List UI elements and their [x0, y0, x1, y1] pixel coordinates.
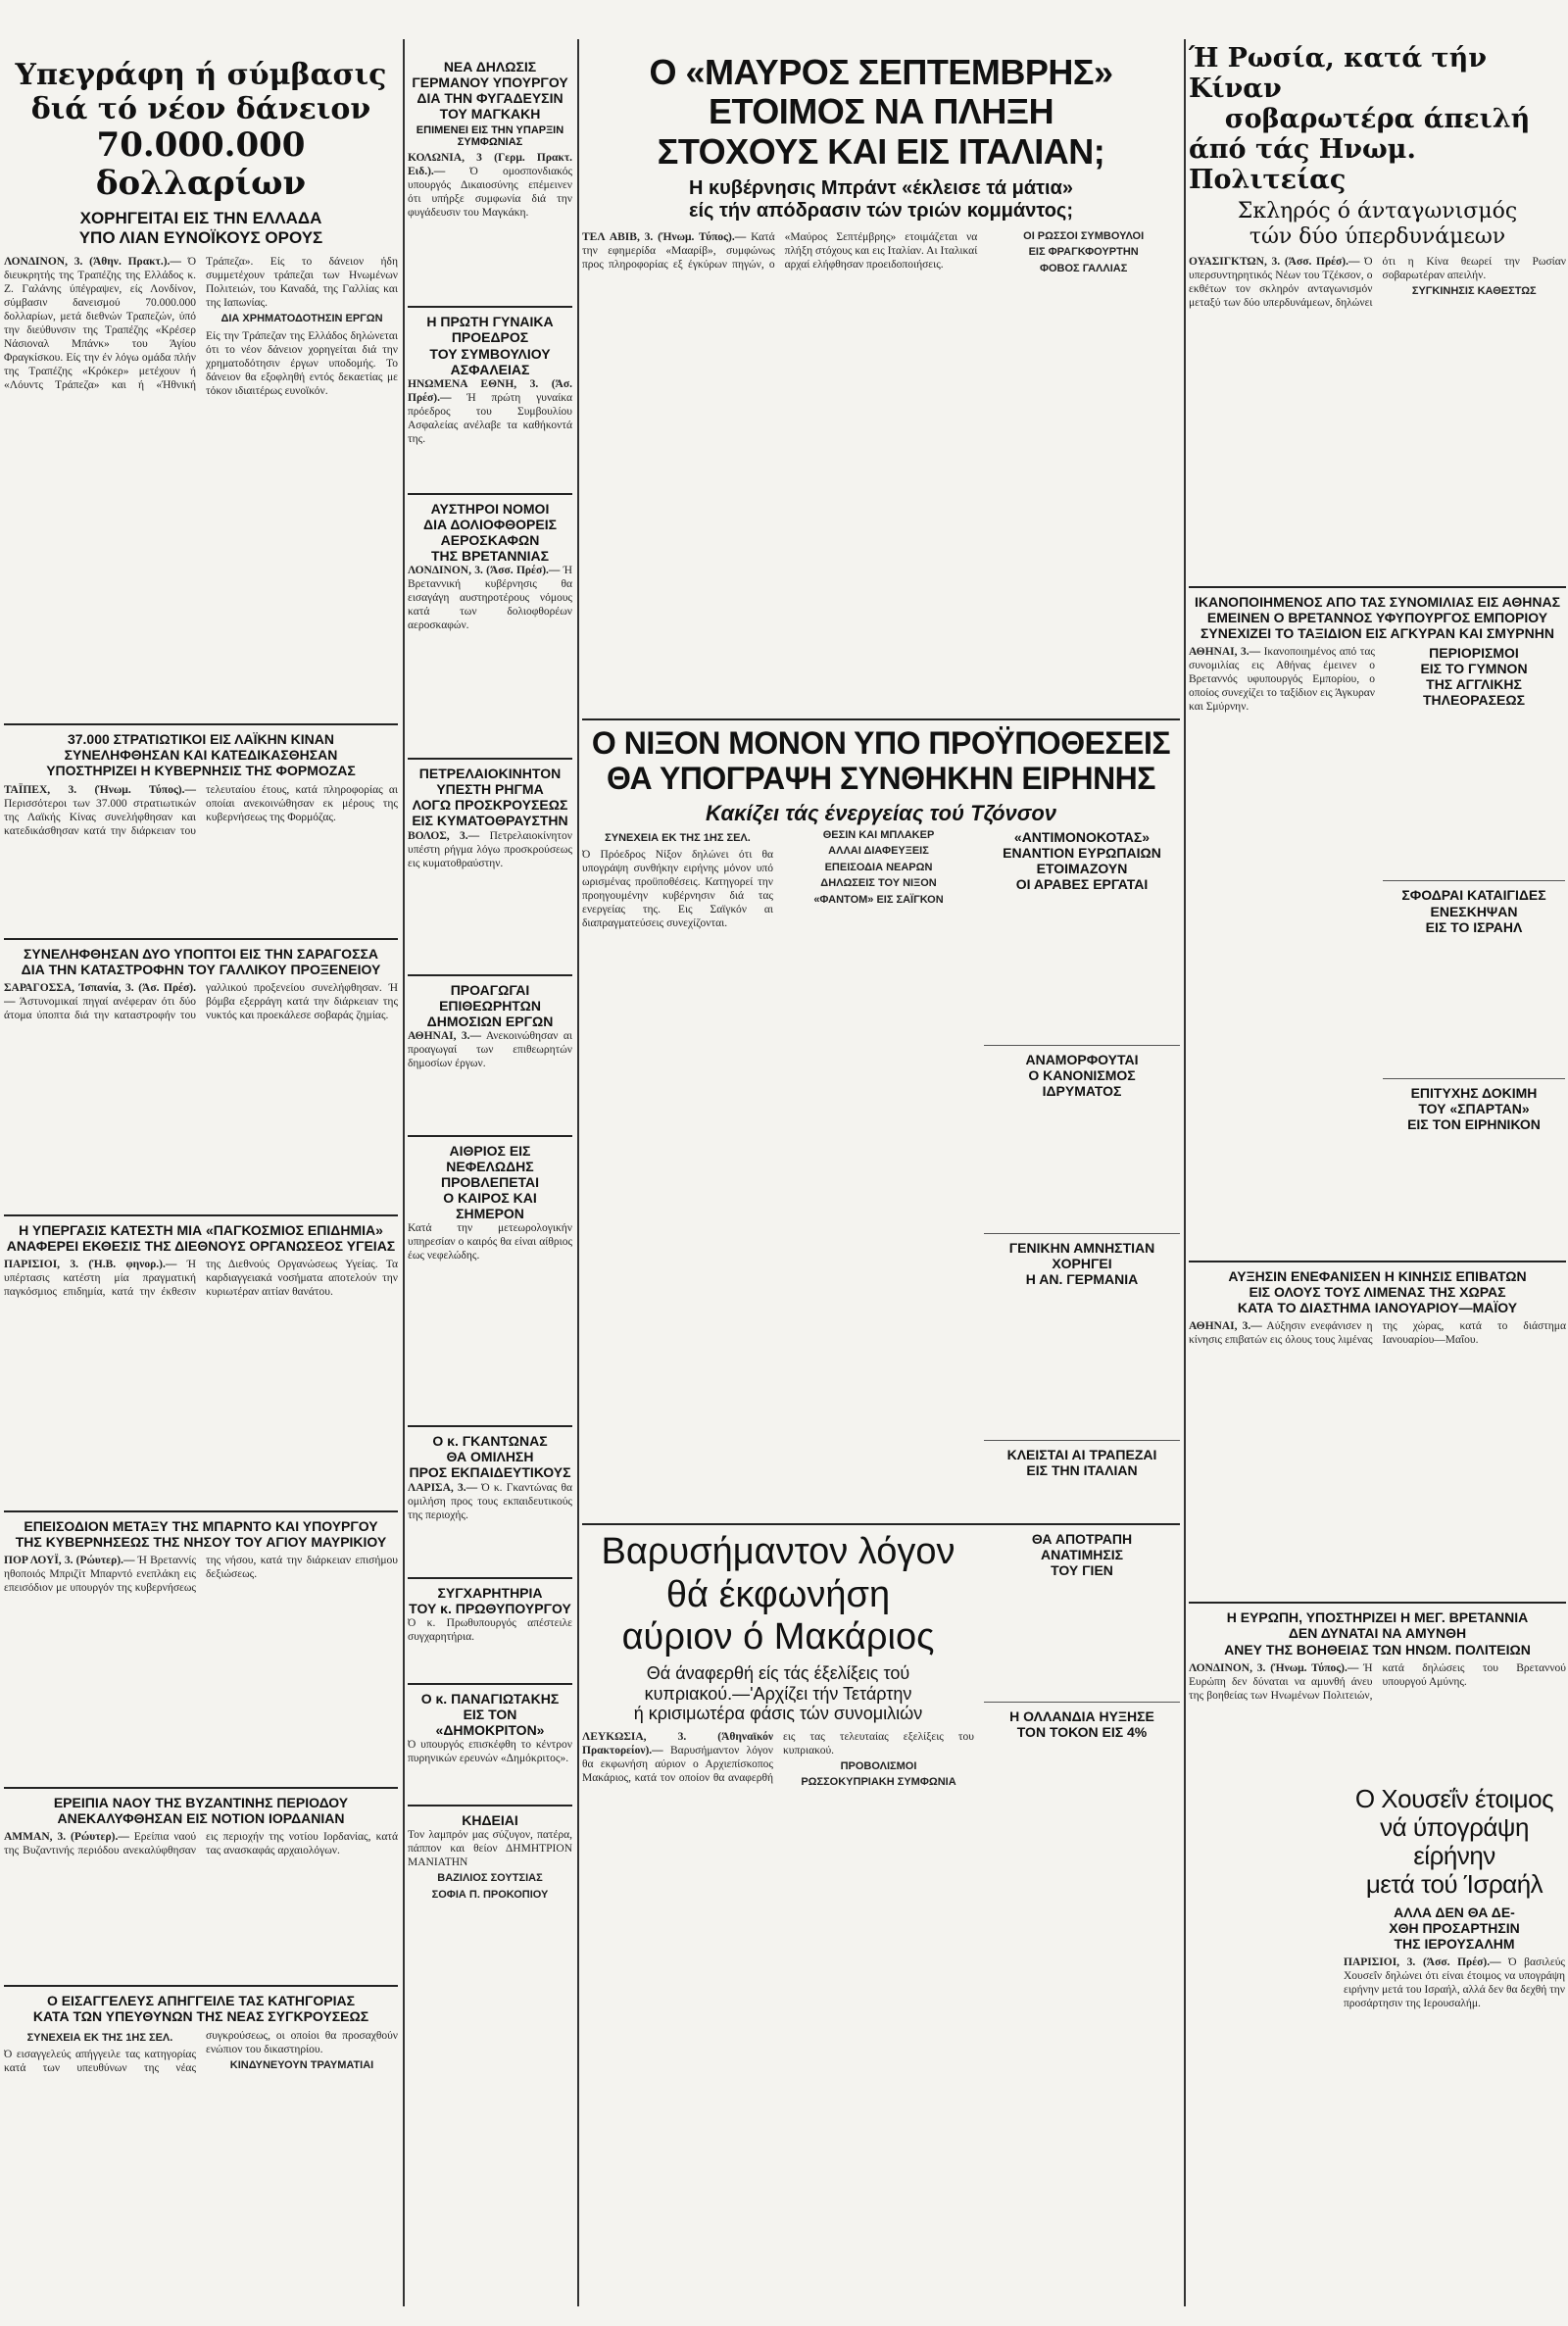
article-china-soldiers: ΤΑΪΠΕΧ, 3. (Ήνωμ. Τύπος).— Περισσότεροι των 37.000 στρατιωτικών της Λαϊκής Κίνας συνελήφθησαν και κατεδικάσθησαν κατά την διάρκειαν του τελευταίου έτους, κατά πληροφορίας αι οποίαι ανεκοινώθησαν εκ μέρους της κυβερνήσεως της Φορμόζας. — [4, 783, 398, 837]
article-british-minister: ΑΘΗΝΑΙ, 3.— Ικανοποιημένος από τας συνομιλίας εις Αθήνας έμεινεν ο Βρεταννός υφυπουργός Εμπορίου, ο οποίος συνεχίζει το ταξίδιον εις Άγκυραν και Σμύρνην. — [1189, 646, 1375, 714]
lead-headline — [4, 0, 398, 247]
article-loan: ΛΟΝΔΙΝΟΝ, 3. (Άθην. Πρακτ.).— Ό διευκρητής της Τραπέζης της Ελλάδος κ. Ζ. Γαλάνης ύπέγραψεν, είς Λονδίνον, σύμβασιν δανεισμού 70.000.000 δολλαρίων, μετά διεθνών Τραπεζών, ύπό την διεύθυνσιν της Τραπέζης «Κρέσερ Νάσιοναλ Μπάνκ» του Άγίου Φραγκίσκου. Είς την έν λόγω ομάδα πλήν της Τραπέζης «Κρόκερ» μετέχουν ή «Λόυντς Τράπεζα» και ή «Ήθνική Τράπεζα». Είς το δάνειον ήδη συμμετέχουν τράπεζαι των Ηνωμένων Πολιτειών, του Καναδά, της Γαλλίας και της Ιαπωνίας. ΔΙΑ ΧΡΗΜΑΤΟΔΟΤΗΣΙΝ ΕΡΓΩΝ Είς την Τράπεζαν της Ελλάδος δηλώνεται ότι το νέον δάνειον χορηγείται διά την χρηματοδότησιν έργων υποδομής. Το δάνειον θα εξοφληθή εντός δεκαετίας με τόκον ιδιαιτέρως ευνοϊκόν. — [4, 256, 398, 397]
headline-makarios: Βαρυσήμαντον λόγον θά έκφωνήση αύριον ό Μακάριος — [601, 1530, 956, 1658]
column-4 — [1189, 0, 1566, 2326]
subheadline-makarios: Θά άναφερθή είς τάς έξελίξεις τού κυπριακού.—'Αρχίζει τήν Τετάρτην ή κρισιμωτέρα φάσις τών συνομιλιών — [633, 1662, 923, 1724]
headline-zaragoza: ΣΥΝΕΛΗΦΘΗΣΑΝ ΔΥΟ ΥΠΟΠΤΟΙ ΕΙΣ ΤΗΝ ΣΑΡΑΓΟΣΣΑ ΔΙΑ ΤΗΝ ΚΑΤΑΣΤΡΟΦΗΝ ΤΟΥ ΓΑΛΛΙΚΟΥ ΠΡΟΞΕΝΕΙΟΥ — [21, 945, 381, 977]
headline-bardot: ΕΠΕΙΣΟΔΙΟΝ ΜΕΤΑΞΥ ΤΗΣ ΜΠΑΡΝΤΟ ΚΑΙ ΥΠΟΥΡΓΟΥ ΤΗΣ ΚΥΒΕΡΝΗΣΕΩΣ ΤΗΣ ΝΗΣΟΥ ΤΟΥ ΑΓΙΟΥ ΜΑΥΡΙΚΙΟΥ — [15, 1517, 387, 1551]
headline-russia-china: Ή Ρωσία, κατά τήν Κίναν σοβαρωτέρα άπειλή άπό τάς Ηνωμ. Πολιτείας — [1189, 43, 1531, 196]
article-passengers: ΑΘΗΝΑΙ, 3.— Αύξησιν ενεφάνισεν η κίνησις επιβατών εις όλους τους λιμένας της χώρας, κατά το διάστημα Ιανουαρίου—Μαΐου. — [1189, 1320, 1566, 1347]
article-funerals: Τον λαμπρόν μας σύζυγον, πατέρα, πάππον και θείον ΔΗΜΗΤΡΙΟΝ ΜΑΝΙΑΤΗΝ ΒΑΖΙΛΙΟΣ ΣΟΥΤΣΙΑΣ ΣΟΦΙΑ Π. ΠΡΟΚΟΠΙΟΥ — [408, 1829, 572, 1901]
article-panagiotakis: Ό υπουργός επισκέφθη το κέντρον πυρηνικών ερευνών «Δημόκριτος». — [408, 1739, 572, 1765]
subheadline-russia-china: Σκληρός ό άνταγωνισμός τών δύο ύπερδυνάμεων — [1237, 199, 1518, 249]
article-russia-china: ΟΥΑΣΙΓΚΤΩΝ, 3. (Άσσ. Πρέσ).— Ό υπερσυντηρητικός Νέων του Τζέκσον, ο εκθέτων τον σκληρόν ανταγωνισμόν μεταξύ των δύο υπερδυνάμεων, δηλώνει ότι η Κίνα θεωρεί την Ρωσίαν σοβαρωτέραν απειλήν. ΣΥΓΚΙΝΗΣΙΣ ΚΑΘΕΣΤΩΣ — [1189, 255, 1566, 309]
headline-congratulations: ΣΥΓΧΑΡΗΤΗΡΙΑ ΤΟΥ κ. ΠΡΩΘΥΠΟΥΡΓΟΥ — [409, 1584, 571, 1616]
article-prosecutor: ΣΥΝΕΧΕΙΑ ΕΚ ΤΗΣ 1ΗΣ ΣΕΛ. Ό εισαγγελεύς απήγγειλε τας κατηγορίας κατά των υπευθύνων της νέας συγκρούσεως, οι οποίοι θα προσαχθούν ενώπιον του δικαστηρίου. ΚΙΝΔΥΝΕΥΟΥΝ ΤΡΑΥΜΑΤΙΑΙ — [4, 2029, 398, 2074]
column-rule — [1184, 39, 1186, 2306]
column-rule — [403, 39, 405, 2306]
makarios-section — [582, 1531, 1180, 1946]
headline-regulation: ΑΝΑΜΟΡΦΟΥΤΑΙ Ο ΚΑΝΟΝΙΣΜΟΣ ΙΔΡΥΜΑΤΟΣ — [1025, 1052, 1139, 1100]
article-german-minister: ΚΟΛΩΝΙΑ, 3 (Γερμ. Πρακτ. Ειδ.).— Ό ομοσπονδιακός υπουργός Δικαιοσύνης επέμεινεν ότι υπήρξε συμφωνία διά την φυγάδευσιν του Μαγκάκη. — [408, 152, 572, 220]
headline-passengers: ΑΥΞΗΣΙΝ ΕΝΕΦΑΝΙΣΕΝ Η ΚΙΝΗΣΙΣ ΕΠΙΒΑΤΩΝ ΕΙΣ ΟΛΟΥΣ ΤΟΥΣ ΛΙΜΕΝΑΣ ΤΗΣ ΧΩΡΑΣ ΚΑΤΑ ΤΟ ΔΙΑΣΤΗΜΑ ΙΑΝΟΥΑΡΙΟΥ—ΜΑΪΟΥ — [1228, 1268, 1527, 1316]
headline-europe-defense: Η ΕΥΡΩΠΗ, ΥΠΟΣΤΗΡΙΖΕΙ Η ΜΕΓ. ΒΡΕΤΑΝΝΙΑ ΔΕΝ ΔΥΝΑΤΑΙ ΝΑ ΑΜΥΝΘΗ ΑΝΕΥ ΤΗΣ ΒΟΗΘΕΙΑΣ ΤΩΝ ΗΝΩΜ. ΠΟΛΙΤΕΙΩΝ — [1224, 1609, 1531, 1658]
subheadline-black-september: Η κυβέρνησις Μπράντ «έκλεισε τά μάτια» είς τήν απόδρασιν τών τριών κομμάντος; — [688, 176, 1074, 222]
headline-prosecutor: Ο ΕΙΣΑΓΓΕΛΕΥΣ ΑΠΗΓΓΕΙΛΕ ΤΑΣ ΚΑΤΗΓΟΡΙΑΣ ΚΑΤΑ ΤΩΝ ΥΠΕΥΘΥΝΩΝ ΤΗΣ ΝΕΑΣ ΣΥΓΚΡΟΥΣΕΩΣ — [32, 1993, 369, 2025]
article-first-woman: ΗΝΩΜΕΝΑ ΕΘΝΗ, 3. (Άσ. Πρέσ).— Ή πρώτη γυναίκα πρόεδρος του Συμβουλίου Ασφαλείας ανέλαβε τα καθήκοντά της. — [408, 377, 572, 445]
article-strict-laws: ΛΟΝΔΙΝΟΝ, 3. (Άσσ. Πρέσ).— Ή Βρεταννική κυβέρνησις θα εισαγάγη αυστηροτέρους νόμους κατά των δολιοφθορέων αεροσκαφών. — [408, 565, 572, 632]
headline-promotions: ΠΡΟΑΓΩΓΑΙ ΕΠΙΘΕΩΡΗΤΩΝ ΔΗΜΟΣΙΩΝ ΕΡΓΩΝ — [426, 981, 554, 1029]
headline-banks-italy: ΚΛΕΙΣΤΑΙ ΑΙ ΤΡΑΠΕΖΑΙ ΕΙΣ ΤΗΝ ΙΤΑΛΙΑΝ — [1006, 1446, 1157, 1478]
headline-british-minister: ΙΚΑΝΟΠΟΙΗΜΕΝΟΣ ΑΠΟ ΤΑΣ ΣΥΝΟΜΙΛΙΑΣ ΕΙΣ ΑΘΗΝΑΣ ΕΜΕΙΝΕΝ Ο ΒΡΕΤΑΝΝΟΣ ΥΦΥΠΟΥΡΓΟΣ ΕΜΠΟΡΙΟΥ ΣΥΝΕΧΙΖΕΙ ΤΟ ΤΑΞΙΔΙΟΝ ΕΙΣ ΑΓΚΥΡΑΝ ΚΑΙ ΣΜΥΡΝΗΝ — [1194, 593, 1561, 642]
article-promotions: ΑΘΗΝΑΙ, 3.— Ανεκοινώθησαν αι προαγωγαί των επιθεωρητών δημοσίων έργων. — [408, 1029, 572, 1069]
headline-funerals: ΚΗΔΕΙΑΙ — [462, 1812, 518, 1828]
subheadline-hussein: ΑΛΛΑ ΔΕΝ ΘΑ ΔΕ- ΧΘΗ ΠΡΟΣΑΡΤΗΣΙΝ ΤΗΣ ΙΕΡΟΥΣΑΛΗΜ — [1389, 1905, 1520, 1953]
headline-tv-restrictions: ΠΕΡΙΟΡΙΣΜΟΙ ΕΙΣ ΤΟ ΓΥΜΝΟΝ ΤΗΣ ΑΓΓΛΙΚΗΣ ΤΗΛΕΟΡΑΣΕΩΣ — [1420, 645, 1528, 709]
headline-amnesty: ΓΕΝΙΚΗΝ ΑΜΝΗΣΤΙΑΝ ΧΟΡΗΓΕΙ Η ΑΝ. ΓΕΡΜΑΝΙΑ — [1008, 1239, 1155, 1287]
headline-weather: ΑΙΘΡΙΟΣ ΕΙΣ ΝΕΦΕΛΩΔΗΣ ΠΡΟΒΛΕΠΕΤΑΙ Ο ΚΑΙΡΟΣ ΚΑΙ ΣΗΜΕΡΟΝ — [440, 1142, 540, 1222]
subheadline-loan: ΧΟΡΗΓΕΙΤΑΙ ΕΙΣ ΤΗΝ ΕΛΛΑΔΑ ΥΠΟ ΛΙΑΝ ΕΥΝΟΪΚΟΥΣ ΟΡΟΥΣ — [78, 209, 323, 247]
headline-hypertension: Η ΥΠΕΡΓΑΣΙΣ ΚΑΤΕΣΤΗ ΜΙΑ «ΠΑΓΚΟΣΜΙΟΣ ΕΠΙΔΗΜΙΑ» ΑΝΑΦΕΡΕΙ ΕΚΘΕΣΙΣ ΤΗΣ ΔΙΕΘΝΟΥΣ ΟΡΓΑΝΩΣΕΟΣ ΥΓΕΙΑΣ — [6, 1221, 396, 1254]
headline-gkantonas: Ο κ. ΓΚΑΝΤΩΝΑΣ ΘΑ ΟΜΙΛΗΣΗ ΠΡΟΣ ΕΚΠΑΙΔΕΥΤΙΚΟΥΣ — [409, 1433, 571, 1481]
headline-netherlands-interest: Η ΟΛΛΑΝΔΙΑ ΗΥΞΗΣΕ ΤΟΝ ΤΟΚΟΝ ΕΙΣ 4% — [1009, 1708, 1154, 1741]
article-oil-vessel: ΒΟΛΟΣ, 3.— Πετρελαιοκίνητον υπέστη ρήγμα λόγω προσκρούσεως εις κυματοθραύστην. — [408, 829, 572, 869]
column-3 — [582, 0, 1180, 2326]
column-rule — [577, 39, 579, 2306]
side-briefs — [984, 829, 1180, 1515]
article-congratulations: Ό κ. Πρωθυπουργός απέστειλε συγχαρητήρια. — [408, 1616, 572, 1643]
headline-storms-israel: ΣΦΟΔΡΑΙ ΚΑΤΑΙΓΙΔΕΣ ΕΝΕΣΚΗΨΑΝ ΕΙΣ ΤΟ ΙΣΡΑΗΛ — [1401, 887, 1546, 935]
headline-nixon: Ο ΝΙΞΟΝ ΜΟΝΟΝ ΥΠΟ ΠΡΟΫΠΟΘΕΣΕΙΣ ΘΑ ΥΠΟΓΡΑΨΗ ΣΥΝΘΗΚΗΝ ΕΙΡΗΝΗΣ — [591, 724, 1171, 796]
headline-loan: Υπεγράφη ή σύμβασις διά τό νέον δάνειον 70.000.000 δολλαρίων — [15, 58, 387, 204]
headline-byzantine-church: ΕΡΕΙΠΙΑ ΝΑΟΥ ΤΗΣ ΒΥΖΑΝΤΙΝΗΣ ΠΕΡΙΟΔΟΥ ΑΝΕΚΑΛΥΦΘΗΣΑΝ ΕΙΣ ΝΟΤΙΟΝ ΙΟΡΔΑΝΙΑΝ — [53, 1795, 349, 1827]
article-byzantine-church: ΑΜΜΑΝ, 3. (Ρώυτερ).— Ερείπια ναού της Βυζαντινής περιόδου ανεκαλύφθησαν εις περιοχήν της νοτίου Ιορδανίας, κατά τας ανασκαφάς αρχαιολόγων. — [4, 1831, 398, 1857]
headline-first-woman: Η ΠΡΩΤΗ ΓΥΝΑΙΚΑ ΠΡΟΕΔΡΟΣ ΤΟΥ ΣΥΜΒΟΥΛΙΟΥ ΑΣΦΑΛΕΙΑΣ — [426, 314, 554, 377]
headline-yen: ΘΑ ΑΠΟΤΡΑΠΗ ΑΝΑΤΙΜΗΣΙΣ ΤΟΥ ΓΙΕΝ — [1031, 1530, 1133, 1579]
headline-strict-laws: ΑΥΣΤΗΡΟΙ ΝΟΜΟΙ ΔΙΑ ΔΟΛΙΟΦΘΟΡΕΙΣ ΑΕΡΟΣΚΑΦΩΝ ΤΗΣ ΒΡΕΤΑΝΝΙΑΣ — [423, 500, 557, 565]
article-gkantonas: ΛΑΡΙΣΑ, 3.— Ό κ. Γκαντώνας θα ομιλήση προς τους εκπαιδευτικούς της περιοχής. — [408, 1481, 572, 1521]
headline-hussein: Ο Χουσεΐν έτοιμος νά ύπογράψη είρήνην μετά τού Ίσραήλ — [1354, 1783, 1554, 1899]
hussein-box — [1344, 1785, 1565, 2099]
column-1 — [4, 0, 398, 2326]
headline-spartan-test: ΕΠΙΤΥΧΗΣ ΔΟΚΙΜΗ ΤΟΥ «ΣΠΑΡΤΑΝ» ΕΙΣ ΤΟΝ ΕΙΡΗΝΙΚΟΝ — [1407, 1084, 1541, 1132]
article-black-september: ΤΕΛ ΑΒΙΒ, 3. (Ήνωμ. Τύπος).— Κατά την εφημερίδα «Μααρίβ», συμφώνως προς πληροφορίας εξ έγκύρων πηγών, ο «Μαύρος Σεπτέμβρης» ετοιμάζεται να πλήξη στόχους και εις Ιταλίαν. Αι Ιταλικαί αρχαί ελήφθησαν προειδοποιήσεις. ΟΙ ΡΩΣΣΟΙ ΣΥΜΒΟΥΛΟΙ ΕΙΣ ΦΡΑΓΚΦΟΥΡΤΗΝ ΦΟΒΟΣ ΓΑΛΛΙΑΣ — [582, 229, 1145, 274]
article-makarios: ΛΕΥΚΩΣΙΑ, 3. (Άθηναϊκόν Πρακτορείον).— Βαρυσήμαντον λόγον θα εκφωνήση αύριον ο Αρχιεπίσκοπος Μακάριος, κατά τον οποίον θα αναφερθή εις τας τελευταίας εξελίξεις του κυπριακού. ΠΡΟΒΟΛΙΣΜΟΙ ΡΩΣΣΟΚΥΠΡΙΑΚΗ ΣΥΜΦΩΝΙΑ — [582, 1731, 974, 1789]
headline-black-september: Ο «ΜΑΥΡΟΣ ΣΕΠΤΕΜΒΡΗΣ» ΕΤΟΙΜΟΣ ΝΑ ΠΛΗΞΗ ΣΤΟΧΟΥΣ ΚΑΙ ΕΙΣ ΙΤΑΛΙΑΝ; — [649, 52, 1113, 172]
article-hussein: ΠΑΡΙΣΙΟΙ, 3. (Άσσ. Πρέσ).— Ό βασιλεύς Χουσεΐν δηλώνει ότι είναι έτοιμος να υπογράψη ειρήνην μετά του Ισραήλ, αλλά δεν θα δεχθή την προσάρτησιν της Ιερουσαλήμ. — [1344, 1956, 1565, 2010]
nixon-section — [582, 829, 1180, 1515]
subheadline-nixon: Κακίζει τάς ένεργείας τού Τζόνσον — [705, 800, 1057, 825]
column-2: ΝΕΑ ΔΗΛΩΣΙΣ ΓΕΡΜΑΝΟΥ ΥΠΟΥΡΓΟΥ ΔΙΑ ΤΗΝ ΦΥΓΑΔΕΥΣΙΝ ΤΟΥ ΜΑΓΚΑΚΗ ΕΠΙΜΕΝΕΙ ΕΙΣ ΤΗΝ ΥΠΑΡΞΙΝ ΣΥΜΦΩΝΙΑΣ ΚΟΛΩΝΙΑ, 3 (Γερμ. Πρακτ. Ειδ.).— Ό ομοσπονδιακός υπουργός Δικαιοσύνης επέμεινεν ότι υπήρξε συμφωνία διά την φυγάδευσιν του Μαγκάκη. Η ΠΡΩΤΗ ΓΥΝΑΙΚΑ ΠΡΟΕΔΡΟΣ ΤΟΥ ΣΥΜΒΟΥΛΙΟΥ ΑΣΦΑΛΕΙΑΣ ΗΝΩΜΕΝΑ ΕΘΝΗ, 3. (Άσ. Πρέσ).— Ή πρώτη γυναίκα πρόεδρος του Συμβουλίου Ασφαλείας ανέλαβε τα καθήκοντά της. ΑΥΣΤΗΡΟΙ ΝΟΜΟΙ ΔΙΑ ΔΟΛΙΟΦΘΟΡΕΙΣ ΑΕΡΟΣΚΑΦΩΝ ΤΗΣ ΒΡΕΤΑΝΝΙΑΣ ΛΟΝΔΙΝΟΝ, 3. (Άσσ. Πρέσ).— Ή Βρεταννική κυβέρνησις θα εισαγάγη αυστηροτέρους νόμους κατά των δολιοφθορέων αεροσκαφών. ΠΕΤΡΕΛΑΙΟΚΙΝΗΤΟΝ ΥΠΕΣΤΗ ΡΗΓΜΑ ΛΟΓΩ ΠΡΟΣΚΡΟΥΣΕΩΣ ΕΙΣ ΚΥΜΑΤΟΘΡΑΥΣΤΗΝ ΒΟΛΟΣ, 3.— Πετρελαιοκίνητον υπέστη ρήγμα λόγω προσκρούσεως εις κυματοθραύστην. ΠΡΟΑΓΩΓΑΙ ΕΠΙΘΕΩΡΗΤΩΝ ΔΗΜΟΣΙΩΝ ΕΡΓΩΝ ΑΘΗΝΑΙ, 3.— Ανεκοινώθησαν αι προαγωγαί των επιθεωρητών δημοσίων έργων. ΑΙΘΡΙΟΣ ΕΙΣ ΝΕΦΕΛΩΔΗΣ ΠΡΟΒΛΕΠΕΤΑΙ Ο ΚΑΙΡΟΣ ΚΑΙ ΣΗΜΕΡΟΝ Κατά την μετεωρολογικήν υπηρεσίαν ο καιρός θα είναι αίθριος έως νεφελώδης. Ο κ. ΓΚΑΝΤΩΝΑΣ ΘΑ ΟΜΙΛΗΣΗ ΠΡΟΣ ΕΚΠΑΙΔΕΥΤΙΚΟΥΣ ΛΑΡΙΣΑ, 3.— Ό κ. Γκαντώνας θα ομιλήση προς τους εκπαιδευτικούς της περιοχής. ΣΥΓΧΑΡΗΤΗΡΙΑ ΤΟΥ κ. ΠΡΩΘΥΠΟΥΡΓΟΥ Ό κ. Πρωθυπουργός απέστειλε συγχαρητήρια. Ο κ. ΠΑΝΑΓΙΩΤΑΚΗΣ ΕΙΣ ΤΟΝ «ΔΗΜΟΚΡΙΤΟΝ» Ό υπουργός επισκέφθη το κέντρον πυρηνικών ερευνών «Δημόκριτος». ΚΗΔΕΙΑΙ Τον λαμπρόν μας σύζυγον, πατέρα, πάππον και θείον ΔΗΜΗΤΡΙΟΝ ΜΑΝΙΑΤΗΝ ΒΑΖΙΛΙΟΣ ΣΟΥΤΣΙΑΣ ΣΟΦΙΑ Π. ΠΡΟΚΟΠΙΟΥ — [408, 0, 572, 2326]
headline-german-minister: ΝΕΑ ΔΗΛΩΣΙΣ ΓΕΡΜΑΝΟΥ ΥΠΟΥΡΓΟΥ ΔΙΑ ΤΗΝ ΦΥΓΑΔΕΥΣΙΝ ΤΟΥ ΜΑΓΚΑΚΗ — [412, 59, 568, 123]
headline-arab-workers: «ΑΝΤΙΜΟΝΟΚΟΤΑΣ» ΕΝΑΝΤΙΟΝ ΕΥΡΩΠΑΙΩΝ ΕΤΟΙΜΑΖΟΥΝ ΟΙ ΑΡΑΒΕΣ ΕΡΓΑΤΑΙ — [1003, 828, 1161, 893]
article-weather: Κατά την μετεωρολογικήν υπηρεσίαν ο καιρός θα είναι αίθριος έως νεφελώδης. — [408, 1222, 572, 1262]
article-hypertension: ΠΑΡΙΣΙΟΙ, 3. (Ή.Β. φηνορ.).— Ή υπέρτασις κατέστη μία πραγματική παγκόσμιος επιδημία, κατά την έκθεσιν της Διεθνούς Οργανώσεως Υγείας. Τα καρδιαγγειακά νοσήματα αποτελούν την κυριωτέραν αιτίαν θανάτου. — [4, 1258, 398, 1298]
article-zaragoza: ΣΑΡΑΓΟΣΣΑ, Ίσπανία, 3. (Άσ. Πρέσ).— Άστυνομικαί πηγαί ανέφεραν ότι δύο άτομα ύποπτα διά την καταστροφήν του γαλλικού προξενείου συνελήφθησαν. Ή βόμβα εξερράγη κατά την διάρκειαν της νυκτός και προεκάλεσε σοβαράς ζημίας. — [4, 981, 398, 1021]
article-bardot: ΠΟΡ ΛΟΥΪ, 3. (Ρώυτερ).— Ή Βρεταννίς ηθοποιός Μπριζίτ Μπαρντό ενεπλάκη εις επεισόδιον με υπουργόν της κυβερνήσεως της νήσου, κατά την διάρκειαν επισήμου δεξιώσεως. — [4, 1555, 398, 1595]
article-nixon: ΣΥΝΕΧΕΙΑ ΕΚ ΤΗΣ 1ΗΣ ΣΕΛ. Ό Πρόεδρος Νίξον δηλώνει ότι θα υπογράψη συνθήκην ειρήνης μόνον υπό ωρισμένας προϋποθέσεις. Κατηγορεί την προηγουμένην κυβέρνησιν διά τας ενεργείας της. Εις Σαϊγκόν αι διαπραγματεύσεις συνεχίζονται. ΘΕΣΙΝ ΚΑΙ ΜΠΛΑΚΕΡ ΑΛΛΑΙ ΔΙΑΦΕΥΞΕΙΣ ΕΠΕΙΣΟΔΙΑ ΝΕΑΡΩΝ ΔΗΛΩΣΕΙΣ ΤΟΥ ΝΙΞΟΝ «ΦΑΝΤΟΜ» ΕΙΣ ΣΑΪΓΚΟΝ — [582, 828, 944, 930]
headline-panagiotakis: Ο κ. ΠΑΝΑΓΙΩΤΑΚΗΣ ΕΙΣ ΤΟΝ «ΔΗΜΟΚΡΙΤΟΝ» — [420, 1690, 560, 1738]
headline-oil-vessel: ΠΕΤΡΕΛΑΙΟΚΙΝΗΤΟΝ ΥΠΕΣΤΗ ΡΗΓΜΑ ΛΟΓΩ ΠΡΟΣΚΡΟΥΣΕΩΣ ΕΙΣ ΚΥΜΑΤΟΘΡΑΥΣΤΗΝ — [412, 766, 568, 829]
article-europe-defense: ΛΟΝΔΙΝΟΝ, 3. (Ήνωμ. Τύπος).— Ή Ευρώπη δεν δύναται να αμυνθή άνευ της βοηθείας των Ηνωμένων Πολιτειών, κατά δηλώσεις του Βρεταννού υπουργού Αμύνης. — [1189, 1661, 1566, 1702]
headline-china-soldiers: 37.000 ΣΤΡΑΤΙΩΤΙΚΟΙ ΕΙΣ ΛΑΪΚΗΝ ΚΙΝΑΝ ΣΥΝΕΛΗΦΘΗΣΑΝ ΚΑΙ ΚΑΤΕΔΙΚΑΣΘΗΣΑΝ ΥΠΟΣΤΗΡΙΖΕΙ Η ΚΥΒΕΡΝΗΣΙΣ ΤΗΣ ΦΟΡΜΟΖΑΣ — [46, 731, 356, 779]
